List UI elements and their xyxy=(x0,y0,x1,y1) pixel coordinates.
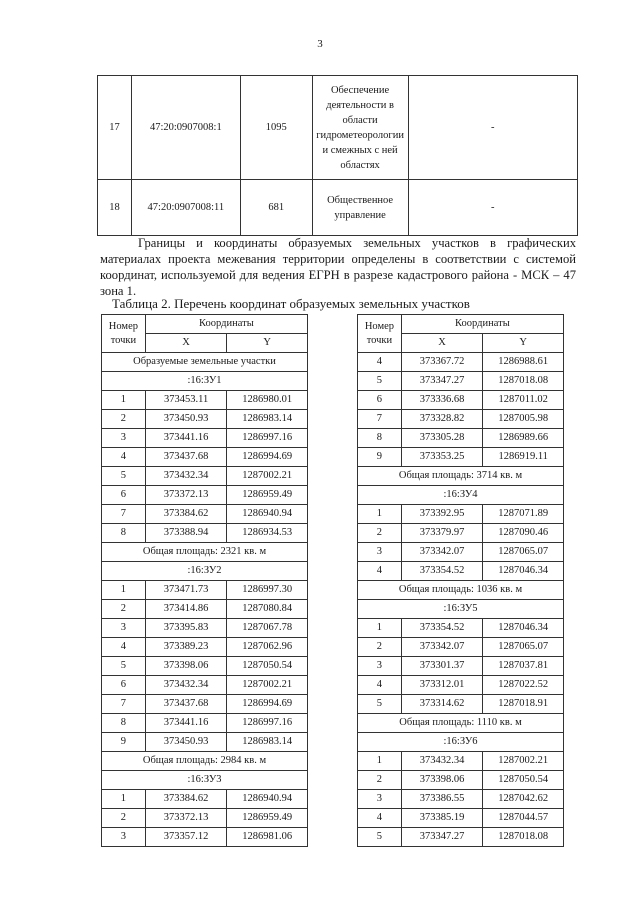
y-coordinate: 1286934.53 xyxy=(227,524,308,543)
coordinate-row xyxy=(102,600,308,619)
point-number: 2 xyxy=(102,410,146,429)
section-row xyxy=(358,733,564,752)
x-coordinate: 373379.97 xyxy=(401,524,483,543)
x-coordinate: 373354.52 xyxy=(401,619,483,638)
coordinate-row xyxy=(358,448,564,467)
y-coordinate: 1287018.08 xyxy=(483,372,564,391)
section-label: Общая площадь: 2984 кв. м xyxy=(102,752,308,771)
y-coordinate: 1287090.46 xyxy=(483,524,564,543)
coordinate-row xyxy=(102,505,308,524)
x-coordinate: 373354.52 xyxy=(401,562,483,581)
point-number: 3 xyxy=(102,828,146,847)
paragraph-text: Границы и координаты образуемых земельных участков в графических материалах проекта межевания территории определены в соответствии с системой координат, используемой для ведения ЕГРН в разрезе кадастрового района - МСК – 47 зона 1. xyxy=(100,236,576,298)
x-coordinate: 373437.68 xyxy=(145,448,227,467)
x-coordinate: 373386.55 xyxy=(401,790,483,809)
coordinates-header-row xyxy=(358,315,564,334)
coordinate-row xyxy=(102,486,308,505)
x-coordinate: 373384.62 xyxy=(145,790,227,809)
coordinate-row xyxy=(358,771,564,790)
point-number: 8 xyxy=(358,429,402,448)
y-coordinate: 1286940.94 xyxy=(227,505,308,524)
x-coordinate: 373328.82 xyxy=(401,410,483,429)
coordinate-row xyxy=(358,619,564,638)
coordinates-paragraph xyxy=(100,235,576,299)
section-label: Общая площадь: 2321 кв. м xyxy=(102,543,308,562)
x-coordinate: 373450.93 xyxy=(145,733,227,752)
point-number-header: Номер точки xyxy=(102,315,146,353)
x-coordinate: 373395.83 xyxy=(145,619,227,638)
section-row xyxy=(102,372,308,391)
point-number: 1 xyxy=(358,619,402,638)
point-number: 5 xyxy=(358,828,402,847)
point-number: 3 xyxy=(102,429,146,448)
x-coordinate: 373392.95 xyxy=(401,505,483,524)
y-coordinate: 1287080.84 xyxy=(227,600,308,619)
point-number: 3 xyxy=(358,790,402,809)
y-coordinate: 1287002.21 xyxy=(227,467,308,486)
coordinate-row xyxy=(102,638,308,657)
coordinate-row xyxy=(102,391,308,410)
coordinate-row xyxy=(102,714,308,733)
section-row xyxy=(102,771,308,790)
section-label: :16:ЗУ4 xyxy=(358,486,564,505)
point-number: 6 xyxy=(102,676,146,695)
section-row xyxy=(102,353,308,372)
parcel-number: 17 xyxy=(98,76,132,180)
x-coordinate: 373441.16 xyxy=(145,429,227,448)
x-coordinate: 373301.37 xyxy=(401,657,483,676)
coordinates-table-left xyxy=(101,314,308,847)
y-coordinate: 1286980.01 xyxy=(227,391,308,410)
coordinate-row xyxy=(102,619,308,638)
section-label: :16:ЗУ2 xyxy=(102,562,308,581)
point-number: 1 xyxy=(102,581,146,600)
x-coordinate: 373384.62 xyxy=(145,505,227,524)
point-number: 7 xyxy=(358,410,402,429)
section-label: :16:ЗУ3 xyxy=(102,771,308,790)
y-coordinate: 1286988.61 xyxy=(483,353,564,372)
coordinate-row xyxy=(358,809,564,828)
coordinate-row xyxy=(358,676,564,695)
permitted-use-line: областях xyxy=(340,159,380,171)
permitted-use-line: управление xyxy=(334,209,386,221)
coordinate-row xyxy=(358,410,564,429)
permitted-use-line: области xyxy=(342,114,378,126)
x-coordinate: 373312.01 xyxy=(401,676,483,695)
point-number: 3 xyxy=(358,543,402,562)
point-number: 9 xyxy=(358,448,402,467)
y-coordinate: 1286997.16 xyxy=(227,714,308,733)
section-row xyxy=(358,467,564,486)
x-coordinate: 373388.94 xyxy=(145,524,227,543)
point-number: 1 xyxy=(102,790,146,809)
y-coordinate: 1286959.49 xyxy=(227,809,308,828)
coordinate-row xyxy=(102,809,308,828)
point-number: 5 xyxy=(102,657,146,676)
section-label: :16:ЗУ1 xyxy=(102,372,308,391)
y-coordinate: 1287022.52 xyxy=(483,676,564,695)
x-coordinate: 373471.73 xyxy=(145,581,227,600)
point-number: 1 xyxy=(102,391,146,410)
coordinate-row xyxy=(102,410,308,429)
point-number: 8 xyxy=(102,524,146,543)
coordinate-row xyxy=(102,790,308,809)
point-number: 4 xyxy=(358,353,402,372)
coordinate-row xyxy=(102,581,308,600)
coordinate-row xyxy=(102,657,308,676)
point-number: 8 xyxy=(102,714,146,733)
x-coordinate: 373414.86 xyxy=(145,600,227,619)
point-number: 5 xyxy=(358,695,402,714)
point-number: 4 xyxy=(102,448,146,467)
x-coordinate: 373437.68 xyxy=(145,695,227,714)
coordinates-header: Координаты xyxy=(145,315,307,334)
y-coordinate: 1287065.07 xyxy=(483,543,564,562)
point-number: 4 xyxy=(358,676,402,695)
section-label: :16:ЗУ6 xyxy=(358,733,564,752)
section-label: Образуемые земельные участки xyxy=(102,353,308,372)
x-coordinate: 373398.06 xyxy=(401,771,483,790)
permitted-use-line: деятельности в xyxy=(326,99,394,111)
coordinate-row xyxy=(358,657,564,676)
x-coordinate: 373347.27 xyxy=(401,372,483,391)
y-coordinate: 1286997.30 xyxy=(227,581,308,600)
y-coordinate: 1286983.14 xyxy=(227,733,308,752)
coordinates-header: Координаты xyxy=(401,315,563,334)
coordinate-row xyxy=(358,638,564,657)
coordinate-row xyxy=(102,524,308,543)
y-header: Y xyxy=(227,334,308,353)
page-number: 3 xyxy=(317,38,323,50)
point-number: 6 xyxy=(358,391,402,410)
y-coordinate: 1286994.69 xyxy=(227,695,308,714)
x-coordinate: 373342.07 xyxy=(401,638,483,657)
coordinates-table-right xyxy=(357,314,564,847)
section-row xyxy=(358,714,564,733)
coordinate-row xyxy=(358,752,564,771)
permitted-use-line: гидрометеорологии xyxy=(316,129,404,141)
y-coordinate: 1287062.96 xyxy=(227,638,308,657)
x-coordinate: 373357.12 xyxy=(145,828,227,847)
y-coordinate: 1287071.89 xyxy=(483,505,564,524)
point-number: 5 xyxy=(358,372,402,391)
point-number: 5 xyxy=(102,467,146,486)
y-coordinate: 1286989.66 xyxy=(483,429,564,448)
section-row xyxy=(102,543,308,562)
x-coordinate: 373342.07 xyxy=(401,543,483,562)
y-coordinate: 1287046.34 xyxy=(483,619,564,638)
section-row xyxy=(358,486,564,505)
coordinate-row xyxy=(358,524,564,543)
x-header: X xyxy=(145,334,227,353)
y-coordinate: 1286940.94 xyxy=(227,790,308,809)
y-coordinate: 1286994.69 xyxy=(227,448,308,467)
point-number: 2 xyxy=(358,638,402,657)
y-coordinate: 1287067.78 xyxy=(227,619,308,638)
y-coordinate: 1287042.62 xyxy=(483,790,564,809)
point-number: 3 xyxy=(102,619,146,638)
y-coordinate: 1287037.81 xyxy=(483,657,564,676)
point-number: 2 xyxy=(358,771,402,790)
y-coordinate: 1286997.16 xyxy=(227,429,308,448)
coordinate-row xyxy=(358,562,564,581)
y-coordinate: 1287011.02 xyxy=(483,391,564,410)
y-coordinate: 1287018.91 xyxy=(483,695,564,714)
coordinate-row xyxy=(358,505,564,524)
x-coordinate: 373398.06 xyxy=(145,657,227,676)
coordinate-row xyxy=(102,828,308,847)
section-label: Общая площадь: 1110 кв. м xyxy=(358,714,564,733)
coordinate-row xyxy=(102,733,308,752)
section-label: :16:ЗУ5 xyxy=(358,600,564,619)
point-number: 6 xyxy=(102,486,146,505)
x-coordinate: 373432.34 xyxy=(145,676,227,695)
point-number: 7 xyxy=(102,505,146,524)
y-coordinate: 1286981.06 xyxy=(227,828,308,847)
y-coordinate: 1286983.14 xyxy=(227,410,308,429)
y-coordinate: 1287050.54 xyxy=(227,657,308,676)
parcel-row xyxy=(98,76,578,180)
x-coordinate: 373314.62 xyxy=(401,695,483,714)
point-number: 4 xyxy=(102,638,146,657)
section-label: Общая площадь: 3714 кв. м xyxy=(358,467,564,486)
x-coordinate: 373347.27 xyxy=(401,828,483,847)
x-coordinate: 373353.25 xyxy=(401,448,483,467)
y-coordinate: 1287044.57 xyxy=(483,809,564,828)
permitted-use xyxy=(312,180,408,236)
x-coordinate: 373305.28 xyxy=(401,429,483,448)
y-coordinate: 1287050.54 xyxy=(483,771,564,790)
permitted-use-line: Обеспечение xyxy=(330,84,390,96)
y-coordinate: 1286959.49 xyxy=(227,486,308,505)
coordinate-row xyxy=(358,372,564,391)
permitted-use-line: и смежных с ней xyxy=(322,144,398,156)
point-number: 4 xyxy=(358,562,402,581)
point-number: 2 xyxy=(102,809,146,828)
point-number: 4 xyxy=(358,809,402,828)
cadastral-number: 47:20:0907008:1 xyxy=(131,76,240,180)
parcel-note: - xyxy=(408,180,577,236)
x-coordinate: 373453.11 xyxy=(145,391,227,410)
y-coordinate: 1287002.21 xyxy=(483,752,564,771)
x-coordinate: 373367.72 xyxy=(401,353,483,372)
parcel-number: 18 xyxy=(98,180,132,236)
section-row xyxy=(102,562,308,581)
section-label: Общая площадь: 1036 кв. м xyxy=(358,581,564,600)
x-coordinate: 373441.16 xyxy=(145,714,227,733)
point-number: 2 xyxy=(358,524,402,543)
coordinate-row xyxy=(102,676,308,695)
y-coordinate: 1287065.07 xyxy=(483,638,564,657)
cadastral-number: 47:20:0907008:11 xyxy=(131,180,240,236)
parcel-note: - xyxy=(408,76,577,180)
x-coordinate: 373432.34 xyxy=(401,752,483,771)
x-coordinate: 373432.34 xyxy=(145,467,227,486)
x-header: X xyxy=(401,334,483,353)
coordinate-row xyxy=(102,429,308,448)
point-number: 2 xyxy=(102,600,146,619)
parcel-area: 1095 xyxy=(240,76,312,180)
x-coordinate: 373336.68 xyxy=(401,391,483,410)
permitted-use xyxy=(312,76,408,180)
coordinate-row xyxy=(358,790,564,809)
y-coordinate: 1287018.08 xyxy=(483,828,564,847)
point-number: 3 xyxy=(358,657,402,676)
section-row xyxy=(102,752,308,771)
x-coordinate: 373372.13 xyxy=(145,486,227,505)
point-number-header: Номер точки xyxy=(358,315,402,353)
parcel-row xyxy=(98,180,578,236)
y-coordinate: 1286919.11 xyxy=(483,448,564,467)
parcels-table xyxy=(97,75,578,236)
table-caption: Таблица 2. Перечень координат образуемых земельных участков xyxy=(112,296,470,311)
coordinate-row xyxy=(358,543,564,562)
y-coordinate: 1287002.21 xyxy=(227,676,308,695)
coordinate-row xyxy=(102,467,308,486)
y-coordinate: 1287046.34 xyxy=(483,562,564,581)
parcel-area: 681 xyxy=(240,180,312,236)
coordinates-header-row xyxy=(102,315,308,334)
x-coordinate: 373385.19 xyxy=(401,809,483,828)
point-number: 1 xyxy=(358,752,402,771)
x-coordinate: 373450.93 xyxy=(145,410,227,429)
y-header: Y xyxy=(483,334,564,353)
x-coordinate: 373372.13 xyxy=(145,809,227,828)
coordinate-row xyxy=(358,695,564,714)
point-number: 1 xyxy=(358,505,402,524)
coordinate-row xyxy=(102,448,308,467)
coordinate-row xyxy=(358,391,564,410)
section-row xyxy=(358,600,564,619)
point-number: 9 xyxy=(102,733,146,752)
permitted-use-line: Общественное xyxy=(327,194,394,206)
section-row xyxy=(358,581,564,600)
y-coordinate: 1287005.98 xyxy=(483,410,564,429)
point-number: 7 xyxy=(102,695,146,714)
coordinate-row xyxy=(358,828,564,847)
coordinate-row xyxy=(358,429,564,448)
coordinate-row xyxy=(358,353,564,372)
coordinate-row xyxy=(102,695,308,714)
x-coordinate: 373389.23 xyxy=(145,638,227,657)
